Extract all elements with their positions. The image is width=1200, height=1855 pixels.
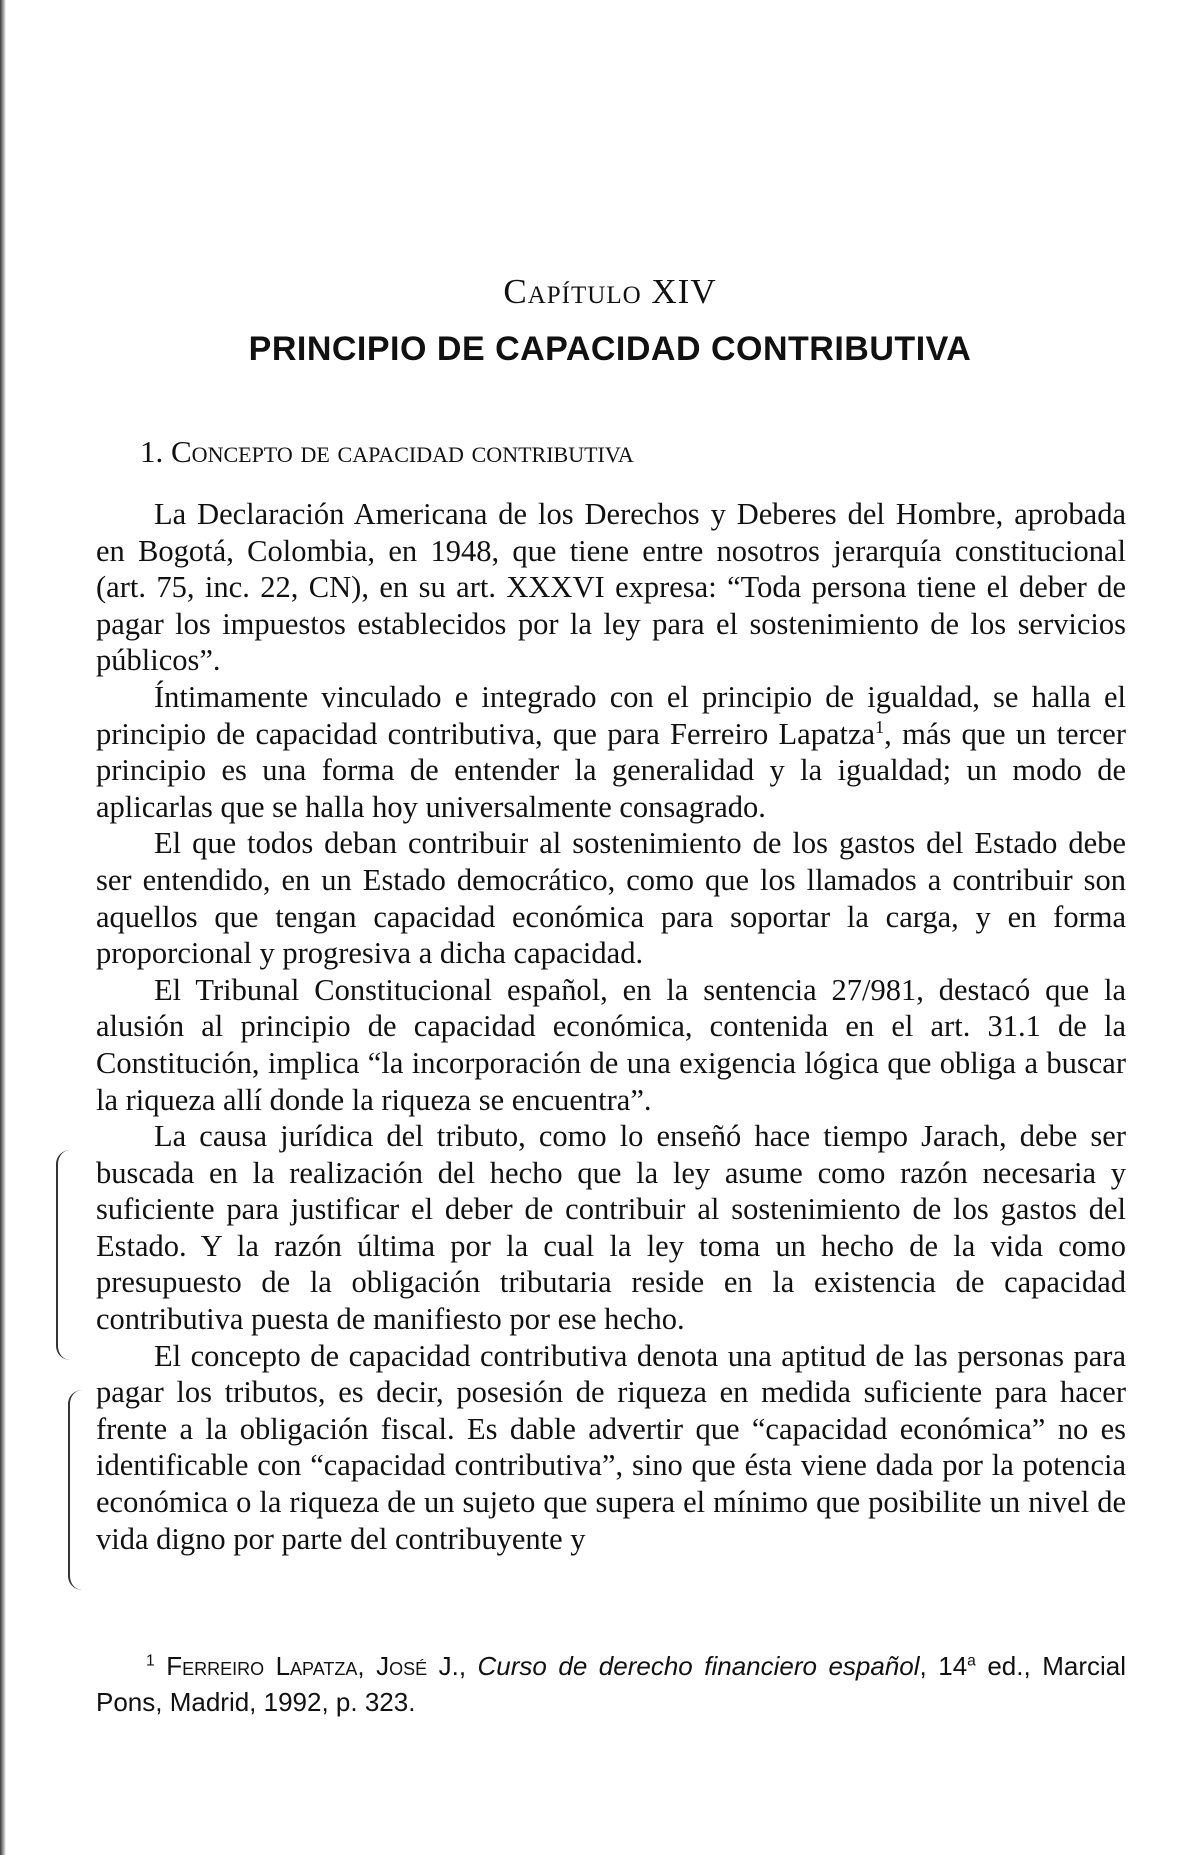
paragraph-2-text-end: , más que un tercer principio es una forma de entender la generalidad y la igualdad; un modo de aplicarlas que se halla hoy universalmente consagrado. (96, 716, 1126, 824)
scan-edge (0, 0, 6, 1855)
paragraph-5: La causa jurídica del tributo, como lo enseñó hace tiempo Jarach, debe ser buscada en la realización del hecho que la ley asume como razón necesaria y suficiente para justificar el deber de contribuir al sostenimiento de los gastos del Estado. Y la razón última por la cual la ley toma un hecho de la vida como presupuesto de la obligación tributaria reside en la existencia de capacidad contributiva puesta de manifiesto por ese hecho. (96, 1119, 1126, 1337)
paragraph-2 (96, 679, 1126, 825)
handwritten-bracket-mark (68, 1390, 84, 1590)
footnote-publication: ed., Marcial Pons, Madrid, 1992, p. 323. (96, 1651, 1126, 1717)
footnote-reference: 1 (875, 716, 885, 737)
footnote-book-title: Curso de derecho financiero español (477, 1651, 920, 1681)
section-heading: 1. Concepto de capacidad contributiva (140, 434, 634, 469)
footnote-number: 1 (146, 1652, 155, 1670)
chapter-label: Capítulo XIV (503, 272, 717, 311)
footnote: $^1$ Ferreiro Lapatza, José J., Curso de derecho financiero español, 14$^a$ ed., Marcial Pons, Madrid, 1992, p. 323. (96, 1651, 1126, 1717)
paragraph-3: El que todos deban contribuir al sostenimiento de los gastos del Estado debe ser entendido, en un Estado democrático, como que los llamados a contribuir son aquellos que tengan capacidad económica para soportar la carga, y en forma proporcional y progresiva a dicha capacidad. (96, 826, 1126, 971)
handwritten-bracket-mark (56, 1150, 72, 1360)
chapter-title: PRINCIPIO DE CAPACIDAD CONTRIBUTIVA (248, 330, 972, 368)
body-text (96, 496, 1126, 1557)
footnote-edition-sup: a (967, 1652, 976, 1670)
paragraph-6: El concepto de capacidad contributiva denota una aptitud de las personas para pagar los tributos, es decir, posesión de riqueza en medida suficiente para hacer frente a la obligación fiscal. Es dable advertir que “capacidad económica” no es identificable con “capacidad contributiva”, sino que ésta viene dada por la potencia económica o la riqueza de un sujeto que supera el mínimo que posibilite un nivel de vida digno por parte del contribuyente y (96, 1338, 1126, 1556)
paragraph-4: El Tribunal Constitucional español, en la sentencia 27/981, destacó que la alusión al principio de capacidad económica, contenida en el art. 31.1 de la Constitución, implica “la incorporación de una exigencia lógica que obliga a buscar la riqueza allí donde la riqueza se encuentra”. (96, 972, 1126, 1117)
footnote-author: Ferreiro Lapatza, José J. (166, 1651, 459, 1681)
paragraph-1: La Declaración Americana de los Derechos y Deberes del Hombre, aprobada en Bogotá, Colombia, en 1948, que tiene entre nosotros jerarquía constitucional (art. 75, inc. 22, CN), en su art. XXXVI expresa: “Toda persona tiene el deber de pagar los impuestos establecidos por la ley para el sostenimiento de los servicios públicos”. (96, 497, 1126, 678)
book-page (90, 0, 1130, 1855)
paragraph-2-text-start: Íntimamente vinculado e integrado con el principio de igualdad, se halla el principio de capacidad contributiva, que para Ferreiro Lapatza (96, 679, 1126, 751)
footnote-edition: 14 (938, 1651, 968, 1681)
